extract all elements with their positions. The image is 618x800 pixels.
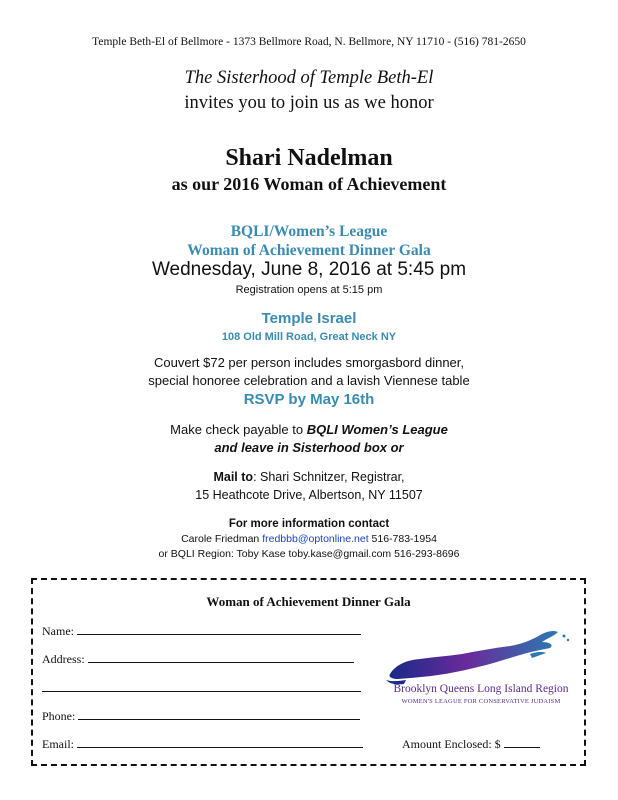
event-venue: Temple Israel xyxy=(261,310,357,327)
long-island-map-icon xyxy=(382,626,582,721)
event-registration: Registration opens at 5:15 pm xyxy=(235,284,383,296)
amount-line[interactable] xyxy=(504,737,540,748)
address-line-2[interactable] xyxy=(42,681,361,692)
contact-email-link[interactable]: fredbbb@optonline.net xyxy=(262,533,369,545)
contact-phone: 516-783-1954 xyxy=(368,533,437,545)
address-label: Address: xyxy=(42,652,85,666)
amount-label: Amount Enclosed: $ xyxy=(402,737,501,751)
contact-line-1 xyxy=(0,533,618,545)
logo-name: Brooklyn Queens Long Island Region xyxy=(393,683,569,695)
address-field-2[interactable] xyxy=(42,681,361,696)
phone-line[interactable] xyxy=(78,709,360,720)
email-line[interactable] xyxy=(77,737,363,748)
address-line-1[interactable] xyxy=(88,652,354,663)
email-field[interactable] xyxy=(42,737,363,752)
mail-rest: : Shari Schnitzer, Registrar, xyxy=(253,470,405,484)
address-field[interactable] xyxy=(42,652,354,667)
mail-line-2: 15 Heathcote Drive, Albertson, NY 11507 xyxy=(195,488,423,502)
event-name: Woman of Achievement Dinner Gala xyxy=(187,242,431,259)
couvert-line-1: Couvert $72 per person includes smorgasbord dinner, xyxy=(153,355,464,370)
honoree-title: as our 2016 Woman of Achievement xyxy=(171,174,447,194)
check-line-2: and leave in Sisterhood box or xyxy=(214,440,404,455)
rsvp-deadline: RSVP by May 16th xyxy=(243,391,375,408)
header-address: Temple Beth-El of Bellmore - 1373 Bellmore Road, N. Bellmore, NY 11710 - (516) 781-2650 xyxy=(92,36,526,48)
logo-subtitle: WOMEN'S LEAGUE FOR CONSERVATIVE JUDAISM xyxy=(401,698,561,705)
phone-label: Phone: xyxy=(42,709,76,723)
contact-name: Carole Friedman xyxy=(181,533,263,545)
form-title: Woman of Achievement Dinner Gala xyxy=(206,594,411,609)
check-prefix: Make check payable to xyxy=(170,422,307,437)
invite-line-1: The Sisterhood of Temple Beth-El xyxy=(184,68,434,88)
couvert-line-2: special honoree celebration and a lavish Viennese table xyxy=(148,373,470,388)
invite-line-2: invites you to join us as we honor xyxy=(184,93,434,113)
email-label: Email: xyxy=(42,737,74,751)
mail-line-1 xyxy=(0,470,618,484)
amount-field[interactable] xyxy=(402,737,540,752)
check-payee: BQLI Women’s League xyxy=(306,422,448,437)
phone-field[interactable] xyxy=(42,709,360,724)
name-field[interactable] xyxy=(42,624,361,639)
event-org: BQLI/Women’s League xyxy=(230,223,388,240)
check-line-1 xyxy=(0,422,618,437)
event-venue-address: 108 Old Mill Road, Great Neck NY xyxy=(221,331,397,343)
contact-line-2: or BQLI Region: Toby Kase toby.kase@gmail.com 516-293-8696 xyxy=(158,548,460,560)
mail-label: Mail to xyxy=(213,470,254,484)
contact-heading: For more information contact xyxy=(228,518,390,530)
name-label: Name: xyxy=(42,624,74,638)
name-line[interactable] xyxy=(77,624,361,635)
honoree-name: Shari Nadelman xyxy=(225,145,393,171)
event-date: Wednesday, June 8, 2016 at 5:45 pm xyxy=(151,259,467,280)
bqli-logo xyxy=(382,626,582,721)
